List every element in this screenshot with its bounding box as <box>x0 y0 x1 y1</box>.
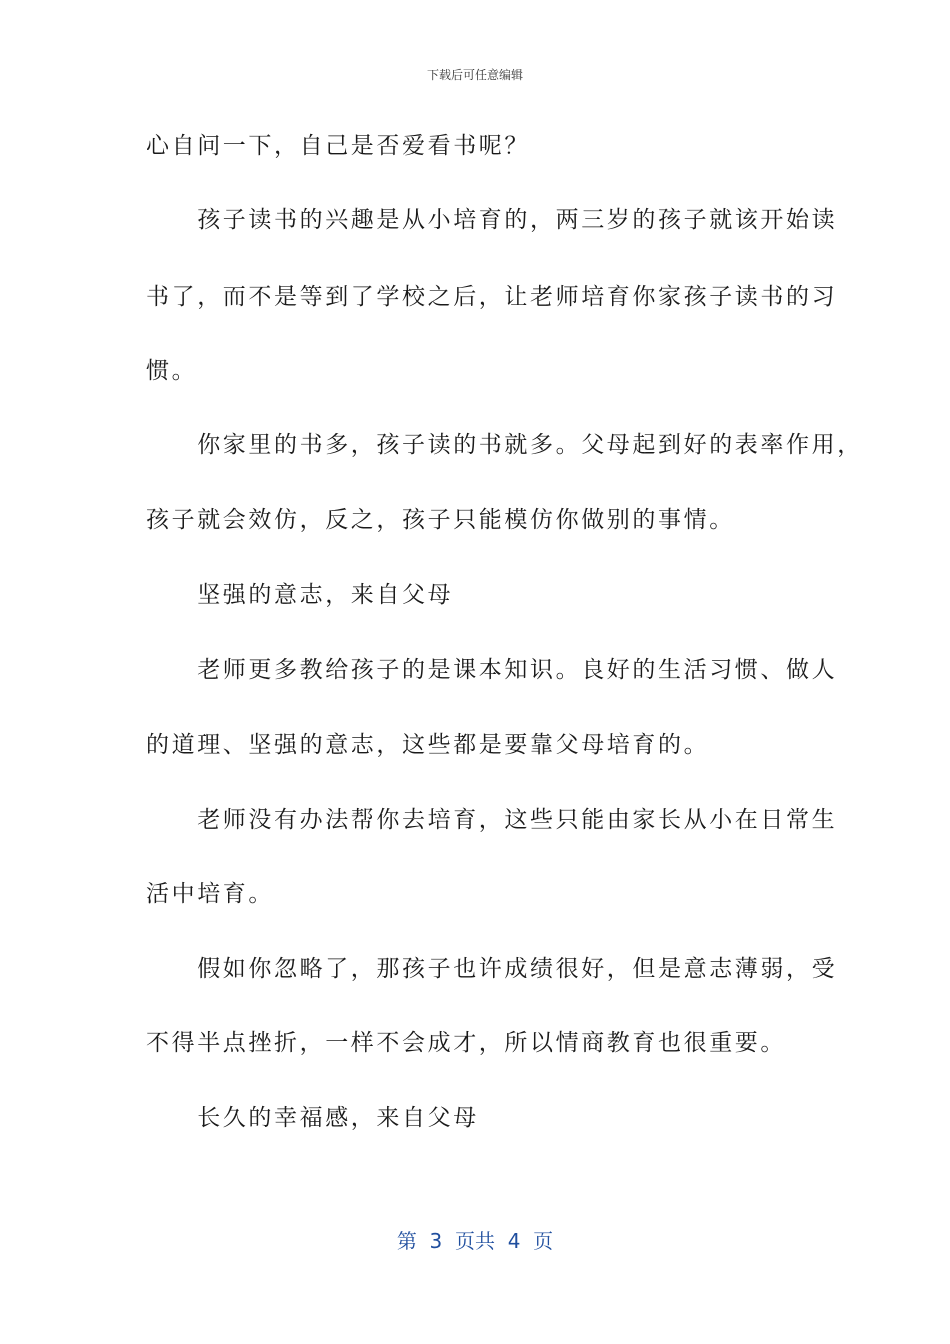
page-header: 下载后可任意编辑 <box>426 68 523 82</box>
page-number-footer: 第 3 页共 4 页 <box>396 1229 554 1253</box>
body-line-10: 老师没有办法帮你去培育，这些只能由家长从小在日常生 <box>146 807 838 833</box>
body-line-6: 孩子就会效仿，反之，孩子只能模仿你做别的事情。 <box>146 507 735 533</box>
body-line-9: 的道理、坚强的意志，这些都是要靠父母培育的。 <box>146 732 710 758</box>
body-line-2: 孩子读书的兴趣是从小培育的，两三岁的孩子就该开始读 <box>146 207 838 233</box>
body-line-8: 老师更多教给孩子的是课本知识。良好的生活习惯、做人 <box>146 657 838 683</box>
body-line-13: 不得半点挫折，一样不会成才，所以情商教育也很重要。 <box>146 1030 786 1056</box>
body-line-3: 书了，而不是等到了学校之后，让老师培育你家孩子读书的习 <box>146 284 838 310</box>
body-line-1: 心自问一下，自己是否爱看书呢？ <box>146 133 530 159</box>
body-line-11: 活中培育。 <box>146 881 274 907</box>
section-heading-willpower: 坚强的意志，来自父母 <box>146 582 454 608</box>
body-line-5: 你家里的书多，孩子读的书就多。父母起到好的表率作用， <box>146 432 863 458</box>
section-heading-happiness: 长久的幸福感，来自父母 <box>146 1105 479 1131</box>
body-line-12: 假如你忽略了，那孩子也许成绩很好，但是意志薄弱，受 <box>146 956 838 982</box>
body-line-4: 惯。 <box>146 358 198 384</box>
